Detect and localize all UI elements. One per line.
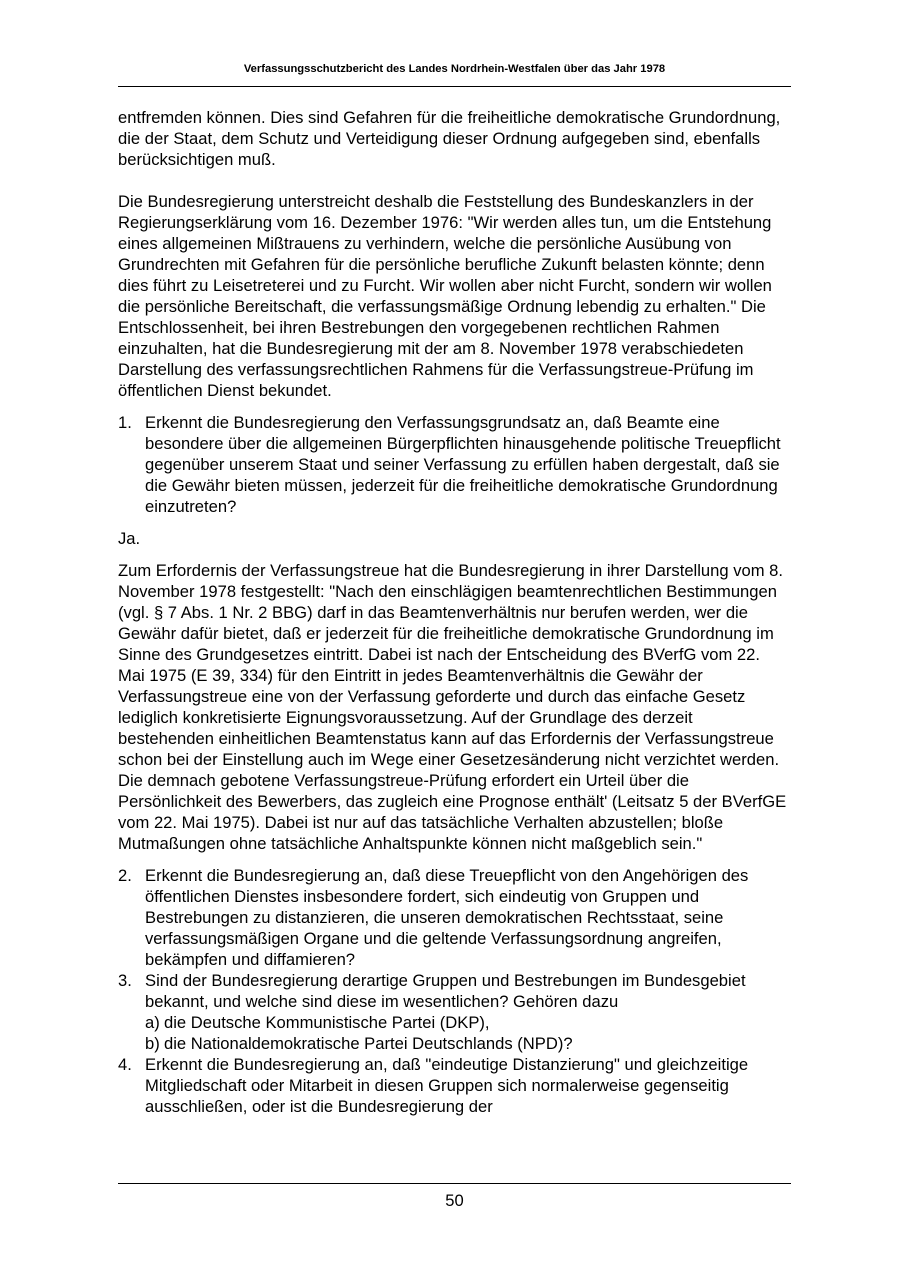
page-number: 50 [445,1191,464,1210]
question-1 [118,412,791,517]
page-body [118,107,791,1117]
sub-item-letter: b) [145,1034,160,1053]
sub-item-b [145,1033,791,1054]
question-3 [118,970,791,1054]
question-body [145,970,791,1054]
question-text: Erkennt die Bundesregierung den Verfassungsgrundsatz an, daß Beamte eine besondere über die allgemeinen Bürgerpflichten hinausgehende politische Treuepflicht gegenüber unserem Staat und seiner Verfassung zu erfüllen haben dergestalt, daß sie die Gewähr bieten müssen, jederzeit für die freiheitliche demokratische Grundordnung einzutreten? [145,413,781,516]
header-rule [118,86,791,87]
sub-item-letter: a) [145,1013,160,1032]
question-4 [118,1054,791,1117]
sub-item-a [145,1012,791,1033]
paragraph-2: Die Bundesregierung unterstreicht deshalb die Feststellung des Bundeskanzlers in der Regierungserklärung vom 16. Dezember 1976: "Wir werden alles tun, um die Entstehung eines allgemeinen Mißtrauens zu verhindern, welche die persönliche Ausübung von Grundrechten mit Gefahren für die persönliche berufliche Zukunft belasten könnte; denn dies führt zu Leisetreterei und zu Furcht. Wir wollen aber nicht Furcht, sondern wir wollen die persönliche Bereitschaft, die verfassungsmäßige Ordnung lebendig zu erhalten." Die Entschlossenheit, bei ihren Bestrebungen den vorgegebenen rechtlichen Rahmen einzuhalten, hat die Bundesregierung mit der am 8. November 1978 verabschiedeten Darstellung des verfassungsrechtlichen Rahmens für die Verfassungstreue-Prüfung im öffentlichen Dienst bekundet. [118,192,772,400]
sub-item-text: die Nationaldemokratische Partei Deutschlands (NPD)? [164,1034,573,1053]
paragraph-3: Zum Erfordernis der Verfassungstreue hat die Bundesregierung in ihrer Darstellung vom 8. November 1978 festgestellt: "Nach den einschlägigen beamtenrechtlichen Bestimmungen (vgl. § 7 Abs. 1 Nr. 2 BBG) darf in das Beamtenverhältnis nur berufen werden, wer die Gewähr dafür bietet, daß er jederzeit für die freiheitliche demokratische Grundordnung im Sinne des Grundgesetzes eintritt. Dabei ist nach der Entscheidung des BVerfG vom 22. Mai 1975 (E 39, 334) für den Eintritt in jedes Beamtenverhältnis die Gewähr der Verfassungstreue eine von der Verfassung geforderte und durch das einfache Gesetz lediglich konkretisierte Eignungsvoraussetzung. Auf der Grundlage des derzeit bestehenden einheitlichen Beamtenstatus kann auf das Erfordernis der Verfassungstreue schon bei der Einstellung auch im Wege einer Gesetzesänderung nicht verzichtet werden. Die demnach gebotene Verfassungstreue-Prüfung erfordert ein Urteil über die Persönlichkeit des Bewerbers, das zugleich eine Prognose enthält' (Leitsatz 5 der BVerfGE vom 22. Mai 1975). Dabei ist nur auf das tatsächliche Verhalten abzustellen; bloße Mutmaßungen ohne tatsächliche Anhaltspunkte können nicht maßgeblich sein." [118,561,787,853]
answer-text: Ja. [118,529,141,548]
question-text: Erkennt die Bundesregierung an, daß "eindeutige Distanzierung" und gleichzeitige Mitgliedschaft oder Mitarbeit in diesen Gruppen sich normalerweise gegenseitig ausschließen, oder ist die Bundesregierung der [145,1055,749,1116]
question-text: Sind der Bundesregierung derartige Gruppen und Bestrebungen im Bundesgebiet bekannt, und welche sind diese im wesentlichen? Gehören dazu [145,971,746,1011]
running-header: Verfassungsschutzbericht des Landes Nordrhein-Westfalen über das Jahr 1978 [243,63,666,75]
question-2 [118,865,791,970]
question-number: 3. [118,971,132,990]
question-number: 1. [118,413,132,432]
footer-rule [118,1183,791,1184]
question-text: Erkennt die Bundesregierung an, daß diese Treuepflicht von den Angehörigen des öffentlichen Dienstes insbesondere fordert, sich eindeutig von Gruppen und Bestrebungen zu distanzieren, die unseren demokratischen Rechtsstaat, seine verfassungsmäßigen Organe und die geltende Verfassungsordnung angreifen, bekämpfen und diffamieren? [145,866,749,969]
paragraph-1: entfremden können. Dies sind Gefahren für die freiheitliche demokratische Grundordnung, die der Staat, dem Schutz und Verteidigung dieser Ordnung aufgegeben sind, ebenfalls berücksichtigen muß. [118,108,781,169]
question-number: 4. [118,1055,132,1074]
question-number: 2. [118,866,132,885]
sub-item-text: die Deutsche Kommunistische Partei (DKP), [164,1013,490,1032]
